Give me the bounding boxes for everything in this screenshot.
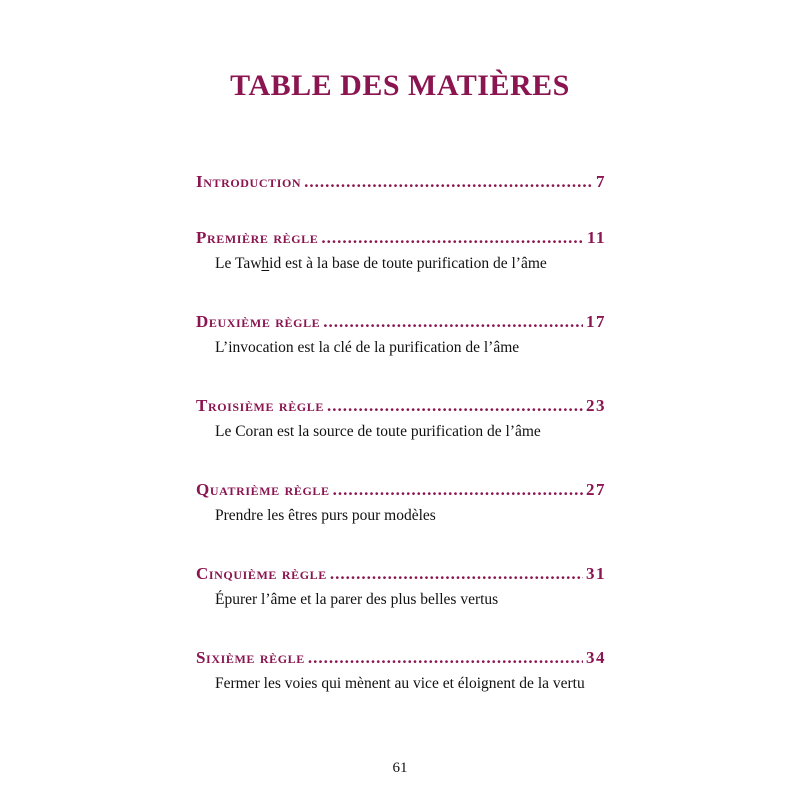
toc-page-number: 31 [586,564,606,583]
toc-entry-introduction[interactable] [196,171,606,193]
toc-heading: Deuxième règle [196,312,321,331]
toc-heading: Première règle [196,228,319,247]
toc-subtitle-underlined: h [261,255,270,272]
dot-leader [327,395,583,417]
toc-subtitle: Le Coran est la source de toute purification de l’âme [215,423,541,440]
page-title: TABLE DES MATIÈRES [230,69,570,102]
table-of-contents [196,0,606,800]
toc-subtitle: Prendre les êtres purs pour modèles [215,507,436,524]
toc-page-number: 7 [596,172,606,191]
toc-heading: Troisième règle [196,396,324,415]
toc-entry-deuxieme-regle[interactable] [196,311,606,359]
dot-leader [330,563,583,585]
toc-entry-quatrieme-regle[interactable] [196,479,606,527]
toc-heading: Cinquième règle [196,564,327,583]
toc-subtitle-part: Le Taw [215,255,262,272]
toc-line [196,395,606,417]
toc-heading: Quatrième règle [196,480,330,499]
toc-entry-cinquieme-regle[interactable] [196,563,606,611]
toc-page-number: 23 [586,396,606,415]
toc-entry-troisieme-regle[interactable] [196,395,606,443]
toc-entry-sixieme-regle[interactable] [196,647,606,695]
toc-heading: Sixième règle [196,648,305,667]
dot-leader [333,479,583,501]
toc-page-number: 27 [586,480,606,499]
dot-leader [304,171,593,193]
toc-subtitle: Fermer les voies qui mènent au vice et éloignent de la vertu [215,675,585,692]
toc-entry-premiere-regle[interactable] [196,227,606,275]
toc-page-number: 34 [586,648,606,667]
toc-page-number: 17 [586,312,606,331]
toc-heading: Introduction [196,172,302,191]
page-number: 61 [392,760,408,776]
toc-line [196,311,606,333]
toc-line [196,171,606,193]
toc-subtitle: Épurer l’âme et la parer des plus belles vertus [215,591,499,608]
toc-subtitle: L’invocation est la clé de la purification de l’âme [215,339,520,356]
toc-line [196,479,606,501]
dot-leader [321,227,584,249]
toc-line [196,227,606,249]
toc-subtitle [196,253,606,275]
dot-leader [323,311,583,333]
toc-line [196,563,606,585]
toc-line [196,647,606,669]
dot-leader [308,647,583,669]
toc-subtitle-part: id est à la base de toute purification de l’âme [269,255,547,272]
toc-page-number: 11 [586,228,606,247]
